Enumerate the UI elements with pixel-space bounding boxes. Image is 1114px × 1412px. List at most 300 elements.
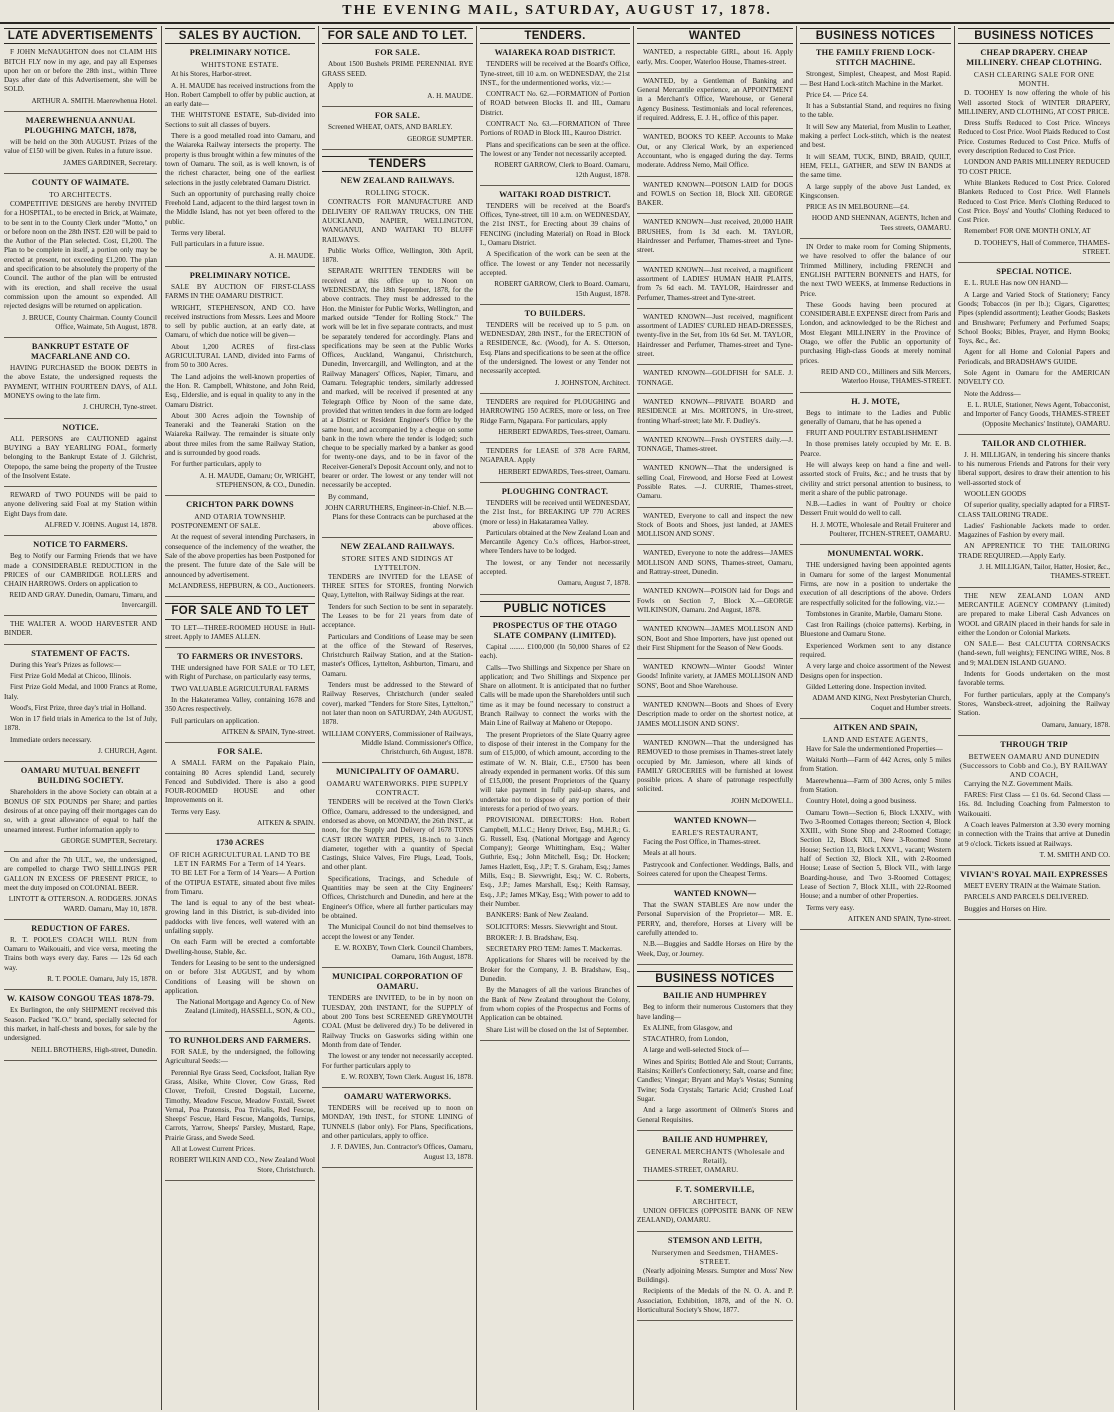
ad-title: WAITAKI ROAD DISTRICT. bbox=[499, 189, 611, 199]
advertisement bbox=[480, 621, 630, 1041]
advertisement bbox=[4, 116, 157, 174]
column-rule bbox=[633, 26, 634, 1410]
ad-paragraph: WANTED KNOWN—PRIVATE BOARD and RESIDENCE at Mrs. MORTON'S, in Ure-street, fronting Wharf-street; late Mr. F. Dudley's. bbox=[637, 397, 793, 425]
advertisement bbox=[800, 549, 951, 718]
advertisement bbox=[637, 663, 793, 697]
column-4 bbox=[480, 28, 630, 1408]
ad-title: 1730 ACRES bbox=[215, 838, 265, 848]
ad-paragraph: During this Year's Prizes as follows:— bbox=[10, 660, 122, 669]
ad-paragraph: ALL PERSONS are CAUTIONED against BUYING a BAY YEARLING FOAL, formerly belonging to the Bankrupt Estate of J. Gilchrist, Otepopo, the same being the property of the Trustee of the Insolvent Estate. bbox=[4, 434, 157, 480]
ad-paragraph: WANTED KNOWN—Just received, a magnificent assortment of LADIES' HUMAN HAIR PLAITS, from 7s 6d each. M. TAYLOR, Hairdresser and Perfumer, Thames-street and Tyne-street. bbox=[637, 265, 793, 302]
advertisement bbox=[322, 1092, 473, 1168]
ad-paragraph: THE undersigned having been appointed agents in Oamaru for some of the largest Monumental Firms, are now in a position to undertake the execution of all descriptions of the above. Orders are respectfully solicited for the following, viz.:— bbox=[800, 561, 951, 607]
ad-paragraph: It has a Substantial Stand, and requires no fixing to the table. bbox=[800, 102, 951, 120]
ad-paragraph: At his Stores, Harbor-street. bbox=[171, 70, 252, 79]
ad-paragraph: WANTED KNOWN—POISON LAID for DOGS and FOWLS on Section 18, Block XII. GEORGE BAKER. bbox=[637, 180, 793, 208]
advertisement bbox=[637, 77, 793, 129]
ad-paragraph: N.B.—Ladies in want of Poultry or choice Dessert Fruit would do well to call. bbox=[800, 500, 951, 518]
ad-paragraph: For further particulars, apply at the Company's Stores, Wansbeck-street, adjoining the Railway Station. bbox=[958, 690, 1110, 718]
ad-paragraph: Price £4. — Price £4. bbox=[806, 90, 868, 99]
ad-paragraph: Indents for Goods undertaken on the most favorable terms. bbox=[958, 670, 1110, 688]
ad-paragraph: Of superior quality, specially adapted for a FIRST-CLASS TAILORING TRADE. bbox=[958, 501, 1110, 519]
ad-paragraph: TO BE LET For a Term of 14 Years— A Portion of the OTIPUA ESTATE, situated about five miles from Timaru. bbox=[165, 869, 315, 896]
ad-paragraph: Share List will be closed on the 1st of September. bbox=[486, 1025, 629, 1034]
ad-paragraph: N.B.—Buggies and Saddle Horses on Hire by the Week, Day, or Journey. bbox=[637, 940, 793, 958]
ad-paragraph: He will always keep on hand a fine and well-assorted stock of Fruits, &c.; and he trusts that by civility and strict personal attention to business, to merit a share of the public patronage. bbox=[800, 460, 951, 497]
ad-paragraph: AN APPRENTICE TO THE TAILORING TRADE REQUIRED.—Apply Early. bbox=[958, 542, 1110, 560]
ad-paragraph: Wood's, First Prize, three day's trial in Holland. bbox=[10, 703, 147, 712]
ad-paragraph: FOR SALE, by the undersigned, the following Agricultural Seeds:— bbox=[165, 1048, 315, 1066]
ad-paragraph: TWO VALUABLE AGRICULTURAL FARMS bbox=[171, 684, 309, 693]
ad-signature: H. J. MOTE, Wholesale and Retail Fruiterer and Poulterer, ITCHEN-STREET, OAMARU. bbox=[811, 520, 951, 539]
ad-paragraph: First Prize Gold Medal, and 1000 Francs at Rome, Italy. bbox=[4, 683, 157, 701]
ad-paragraph: The Municipal Council do not bind themselves to accept the lowest or any Tender. bbox=[322, 923, 473, 941]
ad-paragraph: That the SWAN STABLES Are now under the Personal Supervision of the Proprietor— MR. E. PERRY, and, therefore, Horses at Livery will be carefully attended to. bbox=[637, 901, 793, 938]
ad-paragraph: Begs to intimate to the Ladies and Public generally of Oamaru, that he has opened a bbox=[800, 408, 951, 426]
ad-paragraph: Tenders must be addressed to the Steward of Railway Reserves, Christchurch (under sealed cover), marked "Tenders for Store Sites, Lyttelton," not later than noon on SATURDAY, 24th AUGUST, 1878. bbox=[322, 681, 473, 727]
advertisement bbox=[637, 464, 793, 507]
ad-title: NEW ZEALAND RAILWAYS. bbox=[340, 176, 455, 186]
ad-subtitle: STORE SITES AND SIDINGS AT LYTTELTON. bbox=[341, 553, 454, 572]
ad-paragraph: CONTRACT No. 62.—FORMATION of Portion of ROAD between Blocks II. and III., Oamaru District. bbox=[480, 90, 630, 117]
ad-paragraph: SECRETARY PRO TEM: James T. Mackerras. bbox=[486, 945, 622, 954]
ad-paragraph: FRUIT AND POULTRY ESTABLISHMENT bbox=[806, 429, 938, 438]
advertisement bbox=[4, 423, 157, 487]
ad-title: MUNICIPALITY OF OAMARU. bbox=[336, 767, 459, 777]
ad-signature: NEILL BROTHERS, High-street, Dunedin. bbox=[31, 1045, 157, 1054]
ad-paragraph: These Goods having been procured at CONSIDERABLE EXPENSE direct from Paris and London, and acknowledged to be the Richest and Most Elegant MILLINERY in the Province of Otago, we offer the Public an opportunity of purchasing High-class Goods at merely nominal prices. bbox=[800, 300, 951, 365]
ad-paragraph: TENDERS will be received at the Board's Office, Tyne-street, till 10 a.m. on WEDNESDAY, the 21st INST., for the undermentioned works, viz.:— bbox=[480, 60, 630, 87]
ad-paragraph: Tombstones in Granite, Marble, Oamaru Stone. bbox=[806, 609, 943, 618]
ad-paragraph: TENDERS are required for PLOUGHING and HARROWING 150 ACRES, more or less, on Tree Ridge Farm, Ngapara. For particulars, apply bbox=[480, 397, 630, 425]
column-1 bbox=[4, 28, 157, 1408]
ad-signature: ARTHUR A. SMITH. Maerewhenua Hotel. bbox=[31, 96, 157, 105]
ad-paragraph: There is a good metalled road into Oamaru, and the Waiareka Railway intersects the property. The property is thus brought within a few minutes of the town of Oamaru. The soil, as is well known, is of the richest character, being one of the earliest selections in the justly celebrated Oamaru District. bbox=[165, 132, 315, 187]
ad-signature: A. H. MAUDE, Oamaru; Or, WRIGHT, STEPHENSON, & CO., Dunedin. bbox=[199, 471, 315, 489]
advertisement bbox=[322, 972, 473, 1088]
ad-title: FOR SALE. bbox=[217, 747, 263, 757]
ad-paragraph: Country Hotel, doing a good business. bbox=[806, 797, 917, 806]
advertisement bbox=[637, 266, 793, 309]
ad-paragraph: It will SEAM, TUCK, BIND, BRAID, QUILT, HEM, FELL, GATHER, and SEW IN BANDS at the same time. bbox=[800, 152, 951, 180]
ad-signature: ROBERT GARROW, Clerk to Board. Oamaru, 15th August, 1878. bbox=[494, 280, 630, 298]
ad-paragraph: By the Managers of all the various Branches of the Bank of New Zealand throughout the Colony, from whom copies of the Prospectus and Forms of Application can be obtained. bbox=[480, 986, 630, 1023]
ad-paragraph: ON SALE— Best CALCUTTA CORNSACKS (hand-sewn, full weights); FENCING WIRE, Nos. 8 and 9; MALDEN ISLAND GUANO. bbox=[958, 640, 1110, 667]
ad-paragraph: WANTED, Everyone to call and inspect the new Stock of Boots and Shoes, just landed, at JAMES MOLLISON AND SONS'. bbox=[637, 511, 793, 539]
ad-signature: JOHN McDOWELL. bbox=[731, 796, 793, 805]
ad-signature: J. JOHNSTON, Architect. bbox=[554, 378, 630, 387]
advertisement bbox=[165, 838, 315, 1032]
ad-paragraph: will be held on the 30th AUGUST. Prizes of the value of £150 will be given. Rules in a future issue. bbox=[4, 138, 157, 156]
column-6 bbox=[800, 28, 951, 1408]
ad-paragraph: LONDON AND PARIS MILLINERY REDUCED TO COST PRICE. bbox=[958, 158, 1110, 176]
ad-paragraph: The present Proprietors of the Slate Quarry agree to dispose of their interest in the Company for the sum of £15,000, of which amount, according to the estimate of W. N. Blair, C.E., £7500 has been already expended in permanent works. Of this sum of £15,000, the present Proprietors of the Quarry will take payment in fully paid-up shares, and undertake not to dispose of any portion of their interests for a period of two years. bbox=[480, 730, 630, 813]
advertisement bbox=[480, 48, 630, 186]
ad-subtitle: OF RICH AGRICULTURAL LAND TO BE LET IN FARMS For a Term of 14 Years. bbox=[169, 850, 311, 869]
ad-paragraph: Ex ALINE, from Glasgow, and bbox=[643, 1023, 733, 1032]
ad-paragraph: WANTED KNOWN—Boots and Shoes of Every Description made to order on the shortest notice, at JAMES MOLLISON AND SONS'. bbox=[637, 701, 793, 728]
ad-paragraph: F JOHN McNAUGHTON does not CLAIM HIS BITCH FLY now in my age, and pay all Expenses upon her on or before the 28th inst., within Three Days after date of this Advertisement, she will be SOLD. bbox=[4, 48, 157, 94]
section-heading: BUSINESS NOTICES bbox=[637, 971, 793, 987]
ad-paragraph: COMPETITIVE DESIGNS are hereby INVITED for a HOSPITAL, to be erected in Brick, at Waimate, to be sent in to the County Clerk under "Motto," on or before noon on the 28th INST. £20 will be paid to the Author of the Plan selected. Cost, £1,200. The Plan to be complete in itself, a portion only may be erected at present, not exceeding £1,200. The plan and specification to be absolutely the property of the Council. The author of the plan will be entrusted with its erection, and shall receive the usual commission upon the amount so expended. All rejected designs will be returned on application. bbox=[4, 199, 157, 311]
ad-title: NOTICE. bbox=[62, 422, 99, 432]
column-rule bbox=[318, 26, 319, 1410]
ad-title: PRELIMINARY NOTICE. bbox=[189, 48, 291, 58]
ad-title: BANKRUPT ESTATE OF MACFARLANE AND CO. bbox=[30, 342, 131, 362]
advertisement bbox=[480, 309, 630, 394]
ad-subtitle: OAMARU WATERWORKS. PIPE SUPPLY CONTRACT. bbox=[326, 779, 469, 798]
advertisement bbox=[637, 369, 793, 394]
ad-paragraph: At the request of several intending Purchasers, in consequence of the inclemency of the weather, the Sale of the above properties has been Postponed for the present. The future date of the Sale will be announced by advertisement. bbox=[165, 533, 315, 579]
ad-paragraph: By command, bbox=[328, 492, 369, 501]
ad-subtitle: LAND AND ESTATE AGENTS, bbox=[822, 734, 929, 744]
ad-paragraph: (Nearly adjoining Messrs. Sumpter and Moss' New Buildings). bbox=[637, 1266, 793, 1285]
ad-paragraph: PARCELS AND PARCELS DELIVERED. bbox=[964, 893, 1089, 902]
ad-signature: HERBERT EDWARDS, Tees-street, Oamaru. bbox=[498, 427, 630, 436]
ad-paragraph: Gilded Lettering done. Inspection invited. bbox=[806, 682, 927, 691]
ad-paragraph: Carrying the N.Z. Government Mails. bbox=[964, 779, 1073, 788]
ad-title: REDUCTION OF FARES. bbox=[31, 923, 130, 933]
ad-paragraph: Particulars obtained at the New Zealand Loan and Mercantile Agency Co.'s offices, Harbor-street, where Tenders have to be lodged. bbox=[480, 528, 630, 556]
ad-paragraph: On each Farm will be erected a comfortable Dwelling-house, Stable, &c. bbox=[165, 938, 315, 956]
ad-paragraph: Such an opportunity of purchasing really choice Freehold Land, adjacent to the third largest town in the Middle Island, has not yet been offered to the public. bbox=[165, 189, 315, 226]
ad-paragraph: A Coach leaves Palmerston at 3.30 every morning in connection with the Trains that arrive at Dunedin at 9 o'clock. Tickets issued at Railways. bbox=[958, 821, 1110, 848]
column-rule bbox=[476, 26, 477, 1410]
advertisement bbox=[958, 870, 1110, 920]
advertisement bbox=[637, 1236, 793, 1321]
advertisement bbox=[637, 512, 793, 546]
advertisement bbox=[165, 48, 315, 267]
ad-paragraph: WANTED KNOWN—Fresh OYSTERS daily.—J. TONNAGE, Thames-street. bbox=[637, 435, 793, 454]
ad-signature: E. W. ROXBY, Town Clerk. August 16, 1878. bbox=[340, 1072, 473, 1081]
ad-paragraph: Pastrycook and Confectioner. Weddings, Balls, and Soirees catered for upon the Cheapest Terms. bbox=[637, 860, 793, 878]
advertisement bbox=[4, 924, 157, 990]
ad-signature: ALFRED V. JOHNS. August 14, 1878. bbox=[44, 520, 157, 529]
advertisement bbox=[800, 243, 951, 392]
ad-title: BAILIE AND HUMPHREY, bbox=[662, 1134, 768, 1144]
ad-title: F. T. SOMERVILLE, bbox=[675, 1185, 755, 1195]
advertisement bbox=[322, 176, 473, 537]
advertisement bbox=[4, 178, 157, 338]
ad-paragraph: Specifications, Tracings, and Schedule of Quantities may be seen at the City Engineers' Offices, Christchurch and Dunedin, and here at the Engineer's Office, where all further particulars may be obtained. bbox=[322, 874, 473, 920]
advertisement bbox=[165, 624, 315, 649]
ad-paragraph: A Specification of the work can be seen at the office. The lowest or any Tender not necessarily accepted. bbox=[480, 250, 630, 277]
ad-paragraph: WANTED, a respectable GIRL, about 16. Apply early, Mrs. Cooper, Waterloo House, Thames-street. bbox=[637, 48, 793, 66]
ad-paragraph: Ex Burlington, the only SHIPMENT received this Season. Packed "K.O." brand, specially selected for this market, in half-chests and boxes, for sale by the undersigned. bbox=[4, 1006, 157, 1043]
ad-paragraph: First Prize Gold Medal at Chicoo, Illinois. bbox=[10, 671, 132, 680]
advertisement bbox=[322, 767, 473, 968]
ad-paragraph: WANTED KNOWN—Winter Goods! Winter Goods! Infinite variety, at JAMES MOLLISON AND SONS', Boot and Shoe Warehouse. bbox=[637, 663, 793, 690]
ad-title: CHEAP DRAPERY. CHEAP MILLINERY. CHEAP CLOTHING. bbox=[966, 48, 1102, 68]
advertisement bbox=[4, 620, 157, 645]
ad-paragraph: Beg to inform their numerous Customers that they have landing— bbox=[637, 1003, 793, 1021]
ad-title: STATEMENT OF FACTS. bbox=[31, 648, 130, 658]
ad-paragraph: Tenders for Leasing to be sent to the undersigned on or before 31st AUGUST, and by whom Conditions of Leasing will be shown on application. bbox=[165, 958, 315, 995]
ad-paragraph: Full particulars on application. bbox=[171, 716, 260, 725]
ad-signature: J. H. MILLIGAN, Tailor, Hatter, Hosier, &c., THAMES-STREET. bbox=[979, 563, 1110, 581]
ad-signature: Oamaru, January, 1878. bbox=[1041, 720, 1110, 729]
ad-paragraph: SEPARATE WRITTEN TENDERS will be received at this office up to Noon on WEDNESDAY, the 18th September, 1878, for the above contracts. They must be addressed to the Hon. the Minister for Public Works, Wellington, and marked outside "Tender for Rolling Stock." The work will be let in five separate contracts, and must be separately tendered for accordingly. Plans and specifications may be seen at the Public Works Offices, Auckland, Wanganui, Christchurch, Dunedin, Invercargill, and Wellington, and at the Railway Managers' Offices, Napier, Timaru, and Oamaru. Telegraphic tenders, similarly addressed and marked, will be received if presented at any Telegraph Office by Noon of the same date, provided that written tenders in due form are lodged at a District or Resident Engineer's Office by the same hour, and accompanied by a cheque on some bank in the town where the tender is lodged; such cheque to be specially marked by a banker as good for twenty-one days, and to be in favor of the Receiver-General's Deposit Account only, and not to bearer or order. The lowest or any tender will not necessarily be accepted. bbox=[322, 267, 473, 490]
ad-paragraph: D. TOOHEY Is now offering the whole of his Well assorted Stock of WINTER DRAPERY, MILLINERY, AND CLOTHING, AT COST PRICE. bbox=[958, 89, 1110, 116]
ad-title: H. J. MOTE, bbox=[851, 396, 900, 406]
advertisement bbox=[4, 491, 157, 536]
ad-paragraph: WANTED KNOWN—GOLDFISH for SALE. J. TONNAGE. bbox=[637, 369, 793, 387]
ad-paragraph: Plans and specifications can be seen at the office. The lowest or any Tender not necessarily accepted. bbox=[480, 140, 630, 158]
ad-paragraph: On and after the 7th ULT., we, the undersigned, are compelled to charge TWO SHILLINGS PER GALLON IN EXCESS OF PRESENT PRICE, to meet the duty imposed on COLONIAL BEER. bbox=[4, 856, 157, 892]
advertisement bbox=[637, 739, 793, 812]
advertisement bbox=[4, 856, 157, 920]
advertisement bbox=[637, 181, 793, 215]
ad-paragraph: TENDERS will be received at the Board's Offices, Tyne-street, till 10 a.m. on WEDNESDAY, the 21st INST., for Erecting about 39 chains of FENCING (including Material) on Road in Block I., Oamaru District. bbox=[480, 201, 630, 248]
ad-paragraph: TENDERS for LEASE of 378 Acre FARM, NGAPARA. Apply bbox=[480, 447, 630, 465]
ad-paragraph: TENDERS are INVITED, to be in by noon on TUESDAY, 20th INSTANT, for the SUPPLY of about 200 Tons best SCREENED GREYMOUTH COAL (Must be delivered dry.) To be delivered in Railway Trucks on Gasworks siding within one Month from date of Tender. bbox=[322, 994, 473, 1049]
ad-paragraph: WANTED, BOOKS TO KEEP. Accounts to Make Out, or any Clerical Work, by an experienced Accountant, who is engaged during the day. Terms moderate. Address Nemo, Mail Office. bbox=[637, 133, 793, 170]
ad-signature: E. W. ROXBY, Town Clerk. Council Chambers, Oamaru, 16th August, 1878. bbox=[334, 943, 473, 962]
advertisement bbox=[637, 48, 793, 73]
ad-title: WAIAREKA ROAD DISTRICT. bbox=[494, 48, 616, 58]
ad-paragraph: Dress Stuffs Reduced to Cost Price. Winceys Reduced to Cost Price. Wool Plaids Reduced to Cost Price. Costumes Reduced to Cost Price. Muffs of every description Reduced to Cost Price. bbox=[958, 119, 1110, 156]
advertisement bbox=[637, 991, 793, 1131]
ad-signature: J. F. DAVIES, Jun. Contractor's Offices, Oamaru, August 13, 1878. bbox=[330, 1143, 473, 1161]
ad-paragraph: Terms very easy. bbox=[806, 903, 855, 912]
column-3 bbox=[322, 28, 473, 1408]
ad-paragraph: Meals at all hours. bbox=[643, 849, 697, 858]
ad-paragraph: In the Hakateramea Valley, containing 1678 and 350 Acres respectively. bbox=[165, 696, 315, 714]
ad-paragraph: Perennial Rye Grass Seed, Cocksfoot, Italian Rye Grass, Alsike, White Clover, Cow Grass, Red Clover, Trefoil, Crested Dogstail, Lucerne, Timothy, Meadow Fescue, Meadow Foxtail, Sweet Vernal, Poa Pratensis, Poa Trivialis, Red Fescue, Sheeps' Fescue, Hard Fescue, Mangolds, Turnips, Carrots, Yarrow, Sheeps' Parsley, Mustard, Rape, Prairie Grass, and Swede Seed. bbox=[165, 1068, 315, 1142]
section-heading: FOR SALE AND TO LET. bbox=[322, 28, 473, 44]
ad-signature: A. H. MAUDE. bbox=[269, 251, 315, 260]
advertisement bbox=[4, 342, 157, 418]
ad-signature: AITKEN & SPAIN, Tyne-street. bbox=[221, 727, 315, 736]
ad-paragraph: PROVISIONAL DIRECTORS: Hon. Robert Campbell, M.L.C.; Henry Driver, Esq., M.H.R.; G. G. Russell, Esq. (National Mortgage and Agency Company); George Whittingham, Esq.; Walter Guthrie, Esq.; John Mitchell, Esq.; Dr. Hocken; James Hazlett, Esq., J.P.; T. S. Graham, Esq.; James Mills, Esq.; B. Sievwright, Esq.; W. C. Roberts, Esq., J.P.; James Marshall, Esq.; Keith Ramsay, Esq., J.P.; James M'Kay, Esq.; With power to add to their Number. bbox=[480, 816, 630, 908]
ad-subtitle: WHITSTONE ESTATE. bbox=[201, 60, 279, 70]
advertisement bbox=[958, 267, 1110, 434]
ad-title: NEW ZEALAND RAILWAYS. bbox=[340, 541, 455, 551]
masthead-rule bbox=[0, 22, 1114, 24]
advertisement bbox=[800, 48, 951, 239]
ad-title: NOTICE TO FARMERS. bbox=[33, 540, 128, 550]
ad-paragraph: Screened WHEAT, OATS, AND BARLEY. bbox=[328, 123, 453, 132]
advertisement bbox=[165, 652, 315, 743]
ad-subtitle: BETWEEN OAMARU AND DUNEDIN (Successors to Cobb and Co.), BY RAILWAY AND COACH, bbox=[959, 751, 1109, 779]
advertisement bbox=[480, 190, 630, 305]
ad-paragraph: THAMES-STREET, OAMARU. bbox=[643, 1165, 739, 1174]
ad-signature: JOHN CARRUTHERS, Engineer-in-Chief. N.B.—Plans for these Contracts can be purchased at the above offices. bbox=[325, 503, 473, 531]
advertisement bbox=[637, 625, 793, 659]
ad-title: PRELIMINARY NOTICE. bbox=[189, 270, 291, 280]
ad-paragraph: A SMALL FARM on the Papakaio Plain, containing 80 Acres splendid Land, securely Fenced and Subdivided. There is also a good FOUR-ROOMED HOUSE and other Improvements on it. bbox=[165, 759, 315, 805]
ad-signature: GEORGE SUMPTER, Secretary. bbox=[60, 836, 157, 845]
ad-title: OAMARU MUTUAL BENEFIT BUILDING SOCIETY. bbox=[20, 766, 141, 786]
ad-paragraph: BROKER: J. B. Bradshaw, Esq. bbox=[486, 933, 579, 942]
ad-title: PROSPECTUS OF THE OTAGO SLATE COMPANY (LIMITED). bbox=[492, 620, 618, 640]
ad-paragraph: Note the Address— bbox=[964, 389, 1021, 398]
ad-paragraph: Oamaru Town—Section 6, Block LXXIV., with Two 3-Roomed Cottages thereon; Section 4, Block XXIII., with Stone Shop and 2-Roomed Cottage; Section 12, Block XII., New 3-Roomed Stone House; Section 13, Block LXXVI., vacant; Western half of Section 32, Block XII., with 2-Roomed House; Lease of Section 5, Block VII., with large Boarding-house, and Two 3-Roomed Cottages; Lease of Section 7, Block XLII., with 22-Roomed House; and a number of other Properties. bbox=[800, 808, 951, 901]
ad-paragraph: And a large assortment of Oilmen's Stores and General Requisites. bbox=[637, 1106, 793, 1124]
ad-title: TO RUNHOLDERS AND FARMERS. bbox=[169, 1036, 311, 1046]
ad-paragraph: Buggies and Horses on Hire. bbox=[964, 904, 1047, 913]
ad-paragraph: UNION OFFICES (OPPOSITE BANK OF NEW ZEALAND), OAMARU. bbox=[637, 1207, 793, 1225]
ad-title: BAILIE AND HUMPHREY bbox=[663, 991, 767, 1001]
ad-title: MAEREWHENUA ANNUAL PLOUGHING MATCH, 1878, bbox=[24, 116, 137, 136]
ad-signature: A. H. MAUDE. bbox=[427, 92, 473, 101]
ad-title: THROUGH TRIP bbox=[1000, 739, 1068, 749]
section-heading: TENDERS. bbox=[480, 28, 630, 44]
column-2 bbox=[165, 28, 315, 1408]
ad-paragraph: Full particulars in a future issue. bbox=[171, 240, 265, 249]
ad-paragraph: Won in 17 field trials in America to the 1st of July, 1878. bbox=[4, 715, 157, 733]
ad-title: FOR SALE. bbox=[374, 111, 421, 121]
advertisement bbox=[637, 889, 793, 965]
column-rule bbox=[161, 26, 162, 1410]
advertisement bbox=[637, 133, 793, 176]
ad-paragraph: In those premises lately occupied by Mr. E. B. Pearce. bbox=[800, 440, 951, 458]
ad-title: MONUMENTAL WORK. bbox=[827, 549, 924, 559]
advertisement bbox=[4, 540, 157, 616]
column-5 bbox=[637, 28, 793, 1408]
ad-paragraph: WANTED KNOWN—Just received, 20,000 HAIR BRUSHES, from 1s 3d each. M. TAYLOR, Hairdresser and Perfumer, Thames-street and Tyne-street. bbox=[637, 218, 793, 255]
column-7 bbox=[958, 28, 1110, 1408]
ad-paragraph: TENDERS will be received up to 5 p.m. on WEDNESDAY, 28th INST., for the ERECTION of a RESIDENCE, &c. (Wood), for A. S. Otterson, Esq. Plans and specifications to be seen at the office of the undersigned. The lowest or any Tender not necessarily accepted. bbox=[480, 320, 630, 376]
ad-paragraph: About 1500 Bushels PRIME PERENNIAL RYE GRASS SEED. bbox=[322, 60, 473, 78]
advertisement bbox=[480, 447, 630, 483]
ad-subtitle: TO ARCHITECTS. bbox=[49, 189, 112, 199]
ad-paragraph: THE WALTER A. WOOD HARVESTER AND BINDER. bbox=[4, 620, 157, 638]
ad-paragraph: Waitaki North—Farm of 442 Acres, only 5 miles from Station. bbox=[800, 756, 951, 774]
ad-signature: JAMES GARDINER, Secretary. bbox=[63, 158, 157, 167]
ad-title: PLOUGHING CONTRACT. bbox=[501, 486, 609, 496]
advertisement bbox=[165, 747, 315, 834]
ad-paragraph: PRICE AS IN MELBOURNE—£4. bbox=[806, 203, 910, 212]
ad-paragraph: The Land adjoins the well-known properties of the Hon. R. Campbell, Whitstone, and John Reid, Esq., Elderslie, and is equal in quality to any in the Oamaru District. bbox=[165, 372, 315, 409]
advertisement bbox=[958, 740, 1110, 866]
ad-paragraph: Applications for Shares will be received by the Broker for the Company, J. B. Bradshaw, Esq., Dunedin. bbox=[480, 956, 630, 984]
ad-paragraph: Shareholders in the above Society can obtain at a BONUS OF SIX POUNDS per Share; and parties desirous of at once paying off their mortgages can do so, with a great allowance of equal to half the unearned interest. Further information apply to bbox=[4, 788, 157, 834]
ad-paragraph: STACATHRO, from London, bbox=[643, 1035, 729, 1044]
ad-title: THE FAMILY FRIEND LOCK-STITCH MACHINE. bbox=[815, 48, 936, 68]
ad-title: VIVIAN'S ROYAL MAIL EXPRESSES bbox=[960, 870, 1108, 880]
ad-paragraph: IN Order to make room for Coming Shipments, we have resolved to offer the balance of our Trimmed Millinery, including FRENCH and ENGLISH PATTERN BONNETS and HATS, for the next TWO WEEKS, at Immense Reductions in Price. bbox=[800, 243, 951, 298]
advertisement bbox=[637, 218, 793, 261]
advertisement bbox=[637, 1135, 793, 1181]
ad-paragraph: TENDERS will be received up to noon on MONDAY, 19th INST., for STONE LINING of TUNNELS (labor only). For Plans, Specifications, and other particulars, apply to office. bbox=[322, 1104, 473, 1141]
ad-paragraph: Have for Sale the undermentioned Properties— bbox=[806, 744, 943, 753]
ad-paragraph: WANTED KNOWN—That the undersigned has REMOVED to those premises in Thames-street lately occupied by Mr. Jamieson, where all kinds of FAMILY GROCERIES will be furnished at lowest possible prices. A share of patronage respectfully solicited. bbox=[637, 738, 793, 794]
section-heading: BUSINESS NOTICES bbox=[958, 28, 1110, 44]
ad-paragraph: Terms very liberal. bbox=[171, 229, 226, 238]
ad-paragraph: Apply to bbox=[328, 80, 354, 89]
ad-paragraph: The land is equal to any of the best wheat-growing land in this District, is sub-divided into paddocks with live fences, well watered with an unfailing supply. bbox=[165, 899, 315, 936]
ad-paragraph: A very large and choice assortment of the Newest Designs open for inspection. bbox=[800, 662, 951, 680]
section-heading: FOR SALE AND TO LET bbox=[165, 603, 315, 619]
ad-signature: LINTOTT & OTTERSON. A. RODGERS. JONAS WARD. Oamaru, May 10, 1878. bbox=[8, 895, 157, 913]
ad-paragraph: REWARD of TWO POUNDS will be paid to anyone delivering said Foal at my Station within Eight Days from date. bbox=[4, 491, 157, 518]
ad-signature: GEORGE SUMPTER. bbox=[407, 134, 473, 143]
advertisement bbox=[637, 398, 793, 432]
ad-title: FOR SALE. bbox=[374, 48, 421, 58]
ad-paragraph: WANTED KNOWN—Just received, magnificent assortment of LADIES' CURLED HEAD-DRESSES, twenty-five in the Set, from 10s 6d Set. M. TAYLOR, Hairdresser and Perfumer, Thames-street and Tyne-street. bbox=[637, 312, 793, 359]
ad-paragraph: TENDERS will be received until WEDNESDAY, the 21st Inst., for BREAKING UP 770 ACRES (more or less) in Hakataramea Valley. bbox=[480, 498, 630, 526]
ad-signature: REID AND CO., Milliners and Silk Mercers, Waterloo House, THAMES-STREET. bbox=[821, 367, 951, 386]
ad-paragraph: CONTRACT No. 63.—FORMATION of Three Portions of ROAD in Block III., Kauroo District. bbox=[480, 120, 630, 138]
advertisement bbox=[637, 1185, 793, 1232]
ad-paragraph: Experienced Workmen sent to any distance required. bbox=[800, 641, 951, 660]
ad-paragraph: WANTED KNOWN—JAMES MOLLISON AND SON, Boot and Shoe Importers, have just opened out their First Shipment for the Season of New Goods. bbox=[637, 625, 793, 652]
ad-subtitle: ROLLING STOCK. bbox=[365, 188, 430, 198]
ad-paragraph: POSTPONEMENT OF SALE. bbox=[171, 522, 261, 531]
ad-signature: J. CHURCH, Agent. bbox=[98, 747, 157, 756]
column-rule bbox=[796, 26, 797, 1410]
ad-signature: REID AND GRAY. Dunedin, Oamaru, Timaru, and Invercargill. bbox=[9, 591, 157, 609]
ad-subtitle: ARCHITECT, bbox=[692, 1197, 738, 1207]
advertisement bbox=[637, 816, 793, 885]
ad-paragraph: Tenders for such Section to be sent in separately. The Leases to be for 21 years from date of acceptance. bbox=[322, 602, 473, 630]
ad-paragraph: TO LET—THREE-ROOMED HOUSE in Hull-street. Apply to JAMES ALLEN. bbox=[165, 623, 315, 641]
ad-signature: T. M. SMITH AND CO. bbox=[1039, 850, 1110, 859]
ad-paragraph: About 300 Acres adjoin the Township of Teaneraki and the Teaneraki Station on the Waiareka Railway. The remainder is situate only about three miles from the same Railway Station, and is surrounded by good roads. bbox=[165, 411, 315, 457]
ad-paragraph: A. H. MAUDE has received instructions from the Hon. Robert Campbell to offer by public auction, at an early date— bbox=[165, 81, 315, 109]
ad-paragraph: CONTRACTS FOR MANUFACTURE AND DELIVERY OF RAILWAY TRUCKS, ON THE AUCKLAND, NAPIER, WELLINGTON, WANGANUI, AND WAITAKI TO BLUFF RAILWAYS. bbox=[322, 198, 473, 244]
ad-signature: HERBERT EDWARDS, Tees-street, Oamaru. bbox=[498, 467, 630, 476]
ad-paragraph: Immediate orders necessary. bbox=[10, 735, 92, 744]
ad-paragraph: Public Works Office, Wellington, 30th April, 1878. bbox=[322, 246, 473, 265]
ad-paragraph: The lowest, or any Tender not necessarily accepted. bbox=[480, 558, 630, 577]
ad-title: CRICHTON PARK DOWNS bbox=[186, 500, 294, 510]
ad-paragraph: Facing the Post Office, in Thames-street. bbox=[643, 838, 761, 846]
ad-title: W. KAISOW CONGOU TEAS 1878-79. bbox=[6, 994, 155, 1004]
ad-paragraph: A large and well-selected Stock of— bbox=[643, 1046, 749, 1055]
ad-paragraph: Wines and Spirits; Bottled Ale and Stout; Currants, Raisins; Keiller's Confectionery; Salt, coarse and fine; Candles; Vinegar; Bryant and May's Vestas; Sunning Twine; Soda Crystals; Tartaric Acid; Crushed Loaf Sugar. bbox=[637, 1057, 793, 1103]
ad-signature: J. CHURCH, Tyne-street. bbox=[83, 403, 157, 412]
ad-paragraph: SALE BY AUCTION OF FIRST-CLASS FARMS IN THE OAMARU DISTRICT. bbox=[165, 282, 315, 301]
ad-signature: Oamaru, August 7, 1878. bbox=[557, 579, 630, 588]
advertisement bbox=[958, 48, 1110, 263]
ad-title: WANTED KNOWN— bbox=[673, 816, 757, 825]
ad-paragraph: J. H. MILLIGAN, in tendering his sincere thanks to his numerous Friends and Patrons for their very liberal support, desires to draw their attention to his well-assorted stock of bbox=[958, 450, 1110, 487]
ad-paragraph: TENDERS will be received at the Town Clerk's Office, Oamaru, addressed to the undersigned, and endorsed as above, on MONDAY, the 26th INST., at noon, for the Supply and Delivery of 1678 TONS CAST IRON WATER PIPES, 18-inch to 3-inch diameter, together with a quantity of Special Castings, Sluice Valves, Fire Plugs, Lead, Tools, and other plant. bbox=[322, 798, 473, 872]
ad-paragraph: WANTED, Everyone to note the address—JAMES MOLLISON AND SONS, Thames-street, Oamaru, and Rattray-street, Dunedin. bbox=[637, 549, 793, 577]
advertisement bbox=[637, 549, 793, 583]
ad-paragraph: THE undersigned have FOR SALE or TO LET, with Right of Purchase, on particularly easy terms, bbox=[165, 664, 315, 682]
ad-signature: ROBERT WILKIN AND CO., New Zealand Wool Store, Christchurch. bbox=[169, 1156, 315, 1174]
advertisement bbox=[4, 766, 157, 852]
advertisement bbox=[637, 587, 793, 621]
ad-title: TO BUILDERS. bbox=[524, 308, 586, 318]
advertisement bbox=[165, 1036, 315, 1181]
ad-signature: ROBERT GARROW, Clerk to Board. Oamaru, 12th August, 1878. bbox=[494, 161, 630, 179]
column-rule bbox=[954, 26, 955, 1410]
ad-signature: E. L. RULE, Stationer, News Agent, Tobacconist, and Importer of Fancy Goods, THAMES-STREET (Opposite Mechanics' Institute), OAMARU. bbox=[963, 400, 1110, 428]
section-heading: BUSINESS NOTICES bbox=[800, 28, 951, 44]
ad-signature: R. T. POOLE. Oamaru, July 15, 1878. bbox=[47, 975, 157, 984]
ad-paragraph: WANTED, by a Gentleman of Banking and General Mercantile experience, an APPOINTMENT in a Merchant's Office, Warehouse, or General Agency Business. Testimonials and local references, if required. Address, E. J. H., office of this paper. bbox=[637, 76, 793, 123]
advertisement bbox=[165, 500, 315, 597]
ad-paragraph: Maerewhenua—Farm of 300 Acres, only 5 miles from Station. bbox=[800, 776, 951, 794]
ad-paragraph: It will Sew any Material, from Muslin to Leather, making a perfect Lock-stitch, which is the neatest and best. bbox=[800, 122, 951, 150]
ad-paragraph: White Blankets Reduced to Cost Price. Colored Blankets Reduced to Cost Price. Well Flannels Reduced to Cost Price. Men's Clothing Reduced to Cost Price. Boys' and Youths' Clothing Reduced to Cost Price. bbox=[958, 178, 1110, 225]
ad-subtitle: EARLE'S RESTAURANT, bbox=[671, 828, 759, 837]
ad-paragraph: MEET EVERY TRAIN at the Waimate Station. bbox=[964, 882, 1101, 891]
ad-title: OAMARU WATERWORKS. bbox=[343, 1092, 452, 1102]
ad-paragraph: THE WHITSTONE ESTATE, Sub-divided into Sections to suit all classes of buyers. bbox=[165, 111, 315, 129]
advertisement bbox=[637, 436, 793, 461]
ad-paragraph: R. T. POOLE'S COACH WILL RUN from Oamaru to Waikouaiti, and vice versa, meeting the Trains both ways every day. Fares — 12s 6d each way. bbox=[4, 935, 157, 972]
advertisement bbox=[480, 398, 630, 443]
ad-title: AITKEN AND SPAIN, bbox=[833, 722, 918, 732]
ad-paragraph: Agent for all Home and Colonial Papers and Periodicals, and BRADSHAW'S GUIDE. bbox=[958, 348, 1110, 366]
ad-paragraph: The lowest or any tender not necessarily accepted. For further particulars apply to bbox=[322, 1052, 473, 1070]
section-heading: PUBLIC NOTICES bbox=[480, 601, 630, 617]
